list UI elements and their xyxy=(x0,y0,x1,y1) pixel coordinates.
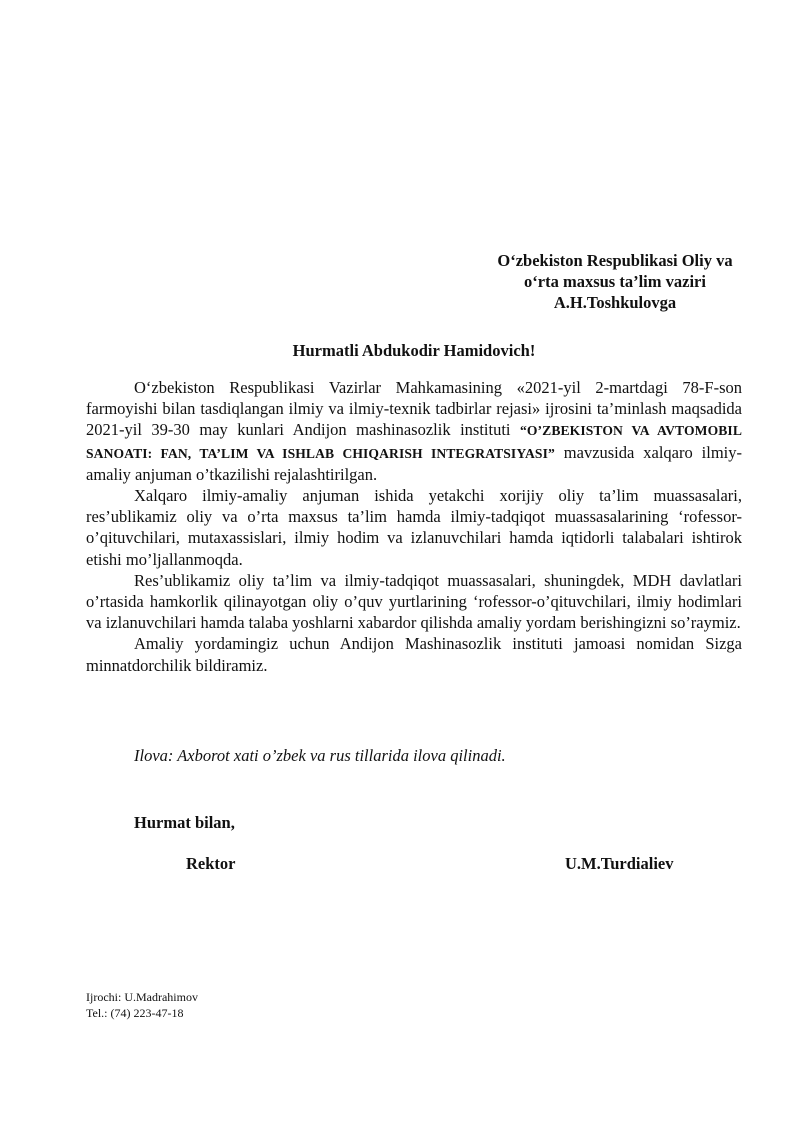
paragraph-2: Xalqaro ilmiy-amaliy anjuman ishida yetakchi xorijiy oliy ta’lim muassasalari, res’ublikamiz oliy va o’rta maxsus ta’lim hamda ilmiy-tadqiqot muassasalarining ‘rofessor-o’qituvchilari, mutaxassislari, ilmiy hodim va izlanuvchilari hamda iqtidorli talabalari ishtirok etishi mo’ljallanmoqda. xyxy=(86,486,742,569)
executor-info xyxy=(86,989,198,1021)
paragraph-3: Res’ublikamiz oliy ta’lim va ilmiy-tadqiqot muassasalari, shuningdek, MDH davlatlari o’rtasida hamkorlik qilinayotgan oliy o’quv yurtlarining ‘rofessor-o’qituvchilari, ilmiy hodimlari va izlanuvchilari hamda talaba yoshlarni xabardor qilishda amaliy yordam berishingizni so’raymiz. xyxy=(86,570,742,633)
addressee-line-1: O‘zbekiston Respublikasi Oliy va xyxy=(497,251,733,270)
signatory-title: Rektor xyxy=(186,854,236,873)
appendix-note: Ilova: Axborot xati o’zbek va rus tillarida ilova qilinadi. xyxy=(134,746,506,765)
paragraph-1-outro: mavzusida xalqaro ilmiy-amaliy anjuman o’tkazilishi rejalashtirilgan. xyxy=(86,442,742,484)
addressee-line-2: o‘rta maxsus ta’lim vaziri xyxy=(524,272,706,291)
salutation: Hurmatli Abdukodir Hamidovich! xyxy=(292,341,536,360)
signatory-name: U.M.Turdialiev xyxy=(565,854,674,873)
paragraph-4: Amaliy yordamingiz uchun Andijon Mashinasozlik instituti jamoasi nomidan Sizga minnatdorchilik bildiramiz. xyxy=(86,634,742,675)
executor-name: Ijrochi: U.Madrahimov xyxy=(86,990,198,1004)
paragraph-1-intro: O‘zbekiston Respublikasi Vazirlar Mahkamasining «2021-yil 2-martdagi 78-F-son farmoyishi bilan tasdiqlangan ilmiy va ilmiy-texnik tadbirlar rejasi» ijrosini ta’minlash maqsadida 2021-yil 39-30 may kunlari Andijon mashinasozlik instituti xyxy=(86,378,742,440)
closing-regards: Hurmat bilan, xyxy=(134,813,235,832)
conference-title: “O’ZBEKISTON VA AVTOMOBIL SANOATI: FAN, TA’LIM VA ISHLAB CHIQARISH INTEGRATSIYASI” xyxy=(86,423,742,461)
executor-phone: Tel.: (74) 223-47-18 xyxy=(86,1006,184,1020)
addressee-block xyxy=(440,250,790,313)
addressee-line-3: A.H.Toshkulovga xyxy=(553,293,677,312)
letter-body xyxy=(86,377,742,676)
paragraph-1 xyxy=(86,377,742,485)
